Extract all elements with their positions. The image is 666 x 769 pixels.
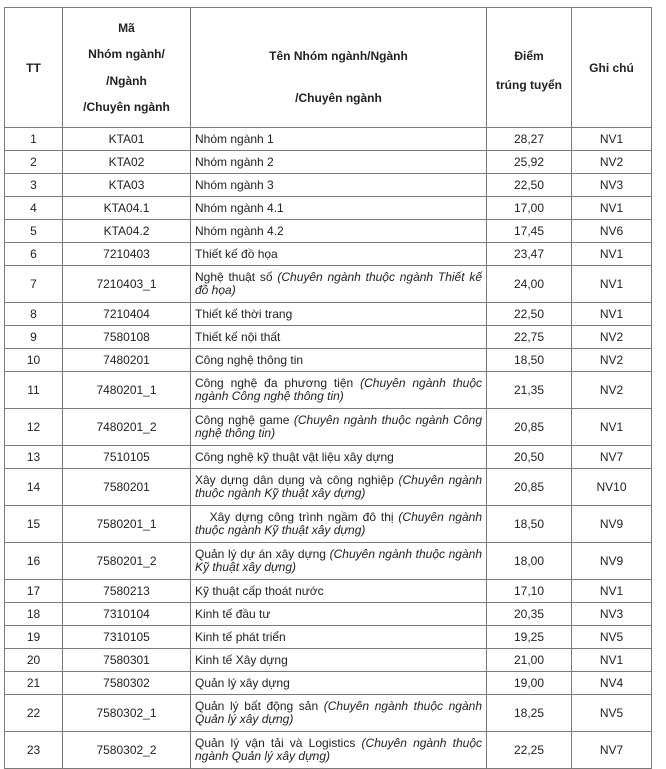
row-note: NV1 [572,580,652,603]
row-name-note: (Chuyên ngành thuộc ngành Thiết kế đồ họa) [195,270,482,297]
row-name-text: Quản lý xây dựng [195,675,290,690]
header-score-line: trúng tuyển [496,77,562,92]
row-code: 7210403_1 [63,266,191,303]
table-row [5,174,652,197]
row-name [191,349,487,372]
row-name [191,372,487,409]
table-body [5,128,652,769]
row-tt: 11 [5,372,63,409]
row-note: NV3 [572,174,652,197]
row-name [191,174,487,197]
row-name-text: Công nghệ game [195,413,290,427]
row-note: NV6 [572,220,652,243]
row-note: NV1 [572,243,652,266]
row-name [191,409,487,446]
row-note: NV5 [572,695,652,732]
row-name-note: (Chuyên ngành thuộc ngành Kỹ thuật xây dựng) [195,510,482,537]
row-tt: 16 [5,543,63,580]
row-name-note: (Chuyên ngành thuộc ngành Quản lý xây dựng) [195,736,482,763]
row-score: 20,85 [487,409,572,446]
row-code: 7480201_2 [63,409,191,446]
row-note: NV1 [572,303,652,326]
row-score: 18,50 [487,506,572,543]
row-tt: 20 [5,649,63,672]
row-code: KTA04.1 [63,197,191,220]
table-row [5,626,652,649]
table-row [5,349,652,372]
row-name-text: Nhóm ngành 4.1 [195,200,284,215]
row-code: KTA02 [63,151,191,174]
row-code: 7310104 [63,603,191,626]
row-name-text: Kinh tế phát triển [195,629,286,644]
row-tt: 22 [5,695,63,732]
row-note: NV2 [572,349,652,372]
table-row [5,151,652,174]
row-tt: 14 [5,469,63,506]
table-row [5,446,652,469]
table-row [5,649,652,672]
row-score: 17,00 [487,197,572,220]
row-tt: 13 [5,446,63,469]
header-code-line: Mã [118,20,135,35]
row-score: 18,25 [487,695,572,732]
row-name [191,197,487,220]
row-code: 7580302_2 [63,732,191,769]
row-score: 17,10 [487,580,572,603]
table-row [5,197,652,220]
row-name-note: (Chuyên ngành thuộc ngành Kỹ thuật xây dựng) [195,547,483,574]
row-name-note: (Chuyên ngành thuộc ngành Quản lý xây dựng) [195,699,482,726]
row-code: 7310105 [63,626,191,649]
row-code: KTA01 [63,128,191,151]
table-row [5,243,652,266]
row-note: NV1 [572,128,652,151]
row-score: 22,25 [487,732,572,769]
table-row [5,220,652,243]
row-score: 28,27 [487,128,572,151]
row-note: NV3 [572,603,652,626]
row-score: 18,50 [487,349,572,372]
table-row [5,372,652,409]
row-name-text: Nghệ thuật số [195,270,273,284]
header-code-line: /Ngành [106,73,147,88]
table-row [5,603,652,626]
row-score: 22,75 [487,326,572,349]
row-name [191,243,487,266]
row-tt: 15 [5,506,63,543]
row-code: 7480201_1 [63,372,191,409]
row-code: 7580201 [63,469,191,506]
row-name [191,626,487,649]
row-name [191,580,487,603]
row-name [191,603,487,626]
header-name [191,8,487,128]
table-row [5,506,652,543]
row-code: 7580302 [63,672,191,695]
row-score: 22,50 [487,174,572,197]
admission-scores-table [4,7,652,769]
header-code-line: Nhóm ngành/ [88,47,165,61]
row-score: 23,47 [487,243,572,266]
row-code: 7580201_2 [63,543,191,580]
table-row [5,580,652,603]
row-tt: 17 [5,580,63,603]
row-note: NV9 [572,543,652,580]
row-name-text: Quản lý vận tải và Logistics [195,736,356,750]
row-score: 18,00 [487,543,572,580]
row-name-text: Thiết kế nội thất [195,329,281,344]
row-name [191,695,487,732]
row-score: 25,92 [487,151,572,174]
row-tt: 2 [5,151,63,174]
row-name [191,220,487,243]
row-name-text: Nhóm ngành 1 [195,131,274,146]
row-tt: 9 [5,326,63,349]
row-tt: 7 [5,266,63,303]
table-row [5,695,652,732]
row-tt: 3 [5,174,63,197]
row-name-text: Kỹ thuật cấp thoát nước [195,583,324,598]
row-note: NV4 [572,672,652,695]
row-name-text: Nhóm ngành 4.2 [195,223,284,238]
row-code: 7580302_1 [63,695,191,732]
row-name [191,151,487,174]
row-score: 24,00 [487,266,572,303]
row-code: 7480201 [63,349,191,372]
row-code: 7210404 [63,303,191,326]
row-code: 7510105 [63,446,191,469]
table-row [5,469,652,506]
row-score: 22,50 [487,303,572,326]
table-row [5,732,652,769]
row-tt: 18 [5,603,63,626]
row-code: 7580108 [63,326,191,349]
row-name-text: Công nghệ đa phương tiện [195,376,354,390]
row-name-text: Kinh tế đầu tư [195,606,271,621]
row-name-text: Kinh tế Xây dựng [195,652,288,667]
row-tt: 8 [5,303,63,326]
row-name-text: Quản lý dự án xây dựng [195,547,326,561]
row-score: 20,50 [487,446,572,469]
row-name-text: Thiết kế đồ họa [195,246,278,261]
header-tt: TT [5,8,63,128]
table-row [5,128,652,151]
row-name-text: Thiết kế thời trang [195,306,293,321]
row-score: 20,35 [487,603,572,626]
row-name-text: Nhóm ngành 3 [195,177,274,192]
row-code: 7580201_1 [63,506,191,543]
row-tt: 21 [5,672,63,695]
row-score: 19,25 [487,626,572,649]
table-row [5,326,652,349]
row-name-text: Công nghệ thông tin [195,352,304,367]
header-code-line: /Chuyên ngành [83,100,170,114]
row-name [191,446,487,469]
table-row [5,409,652,446]
row-name [191,543,487,580]
header-name-line: Tên Nhóm ngành/Ngành [269,48,408,63]
row-score: 19,00 [487,672,572,695]
row-name [191,266,487,303]
header-note: Ghi chú [572,8,652,128]
table-row [5,303,652,326]
row-note: NV7 [572,446,652,469]
row-note: NV1 [572,266,652,303]
row-code: KTA03 [63,174,191,197]
row-tt: 23 [5,732,63,769]
row-note: NV2 [572,372,652,409]
row-name-note: (Chuyên ngành thuộc ngành Công nghệ thông tin) [195,376,483,403]
row-code: 7210403 [63,243,191,266]
row-note: NV1 [572,197,652,220]
row-note: NV9 [572,506,652,543]
row-name [191,469,487,506]
table-header-row [5,8,652,128]
row-tt: 1 [5,128,63,151]
row-score: 17,45 [487,220,572,243]
row-tt: 4 [5,197,63,220]
row-name [191,506,487,543]
row-name [191,303,487,326]
row-note: NV5 [572,626,652,649]
row-tt: 6 [5,243,63,266]
header-code [63,8,191,128]
table-row [5,266,652,303]
row-name-text: Xây dựng công trình ngầm đô thị [209,510,394,524]
table-row [5,543,652,580]
row-code: KTA04.2 [63,220,191,243]
header-name-line: /Chuyên ngành [295,90,382,105]
row-name-text: Xây dựng dân dụng và công nghiệp [195,473,394,487]
row-name [191,732,487,769]
row-name-note: (Chuyên ngành thuộc ngành Kỹ thuật xây dựng) [195,473,483,500]
row-note: NV7 [572,732,652,769]
row-score: 20,85 [487,469,572,506]
row-note: NV1 [572,409,652,446]
row-score: 21,35 [487,372,572,409]
row-name [191,649,487,672]
row-name-text: Công nghệ kỹ thuật vật liệu xây dựng [195,449,394,464]
row-name-note: (Chuyên ngành thuộc ngành Công nghệ thông tin) [195,413,482,440]
row-name-text: Nhóm ngành 2 [195,154,274,169]
row-code: 7580213 [63,580,191,603]
row-name [191,128,487,151]
row-name-text: Quản lý bất động sản [195,699,319,713]
table-row [5,672,652,695]
row-note: NV1 [572,649,652,672]
row-score: 21,00 [487,649,572,672]
row-note: NV2 [572,151,652,174]
row-tt: 19 [5,626,63,649]
row-name-indent [195,510,210,524]
header-score-line: Điểm [514,48,544,63]
row-tt: 12 [5,409,63,446]
row-code: 7580301 [63,649,191,672]
row-tt: 10 [5,349,63,372]
row-note: NV2 [572,326,652,349]
row-note: NV10 [572,469,652,506]
row-name [191,672,487,695]
header-score [487,8,572,128]
row-tt: 5 [5,220,63,243]
row-name [191,326,487,349]
